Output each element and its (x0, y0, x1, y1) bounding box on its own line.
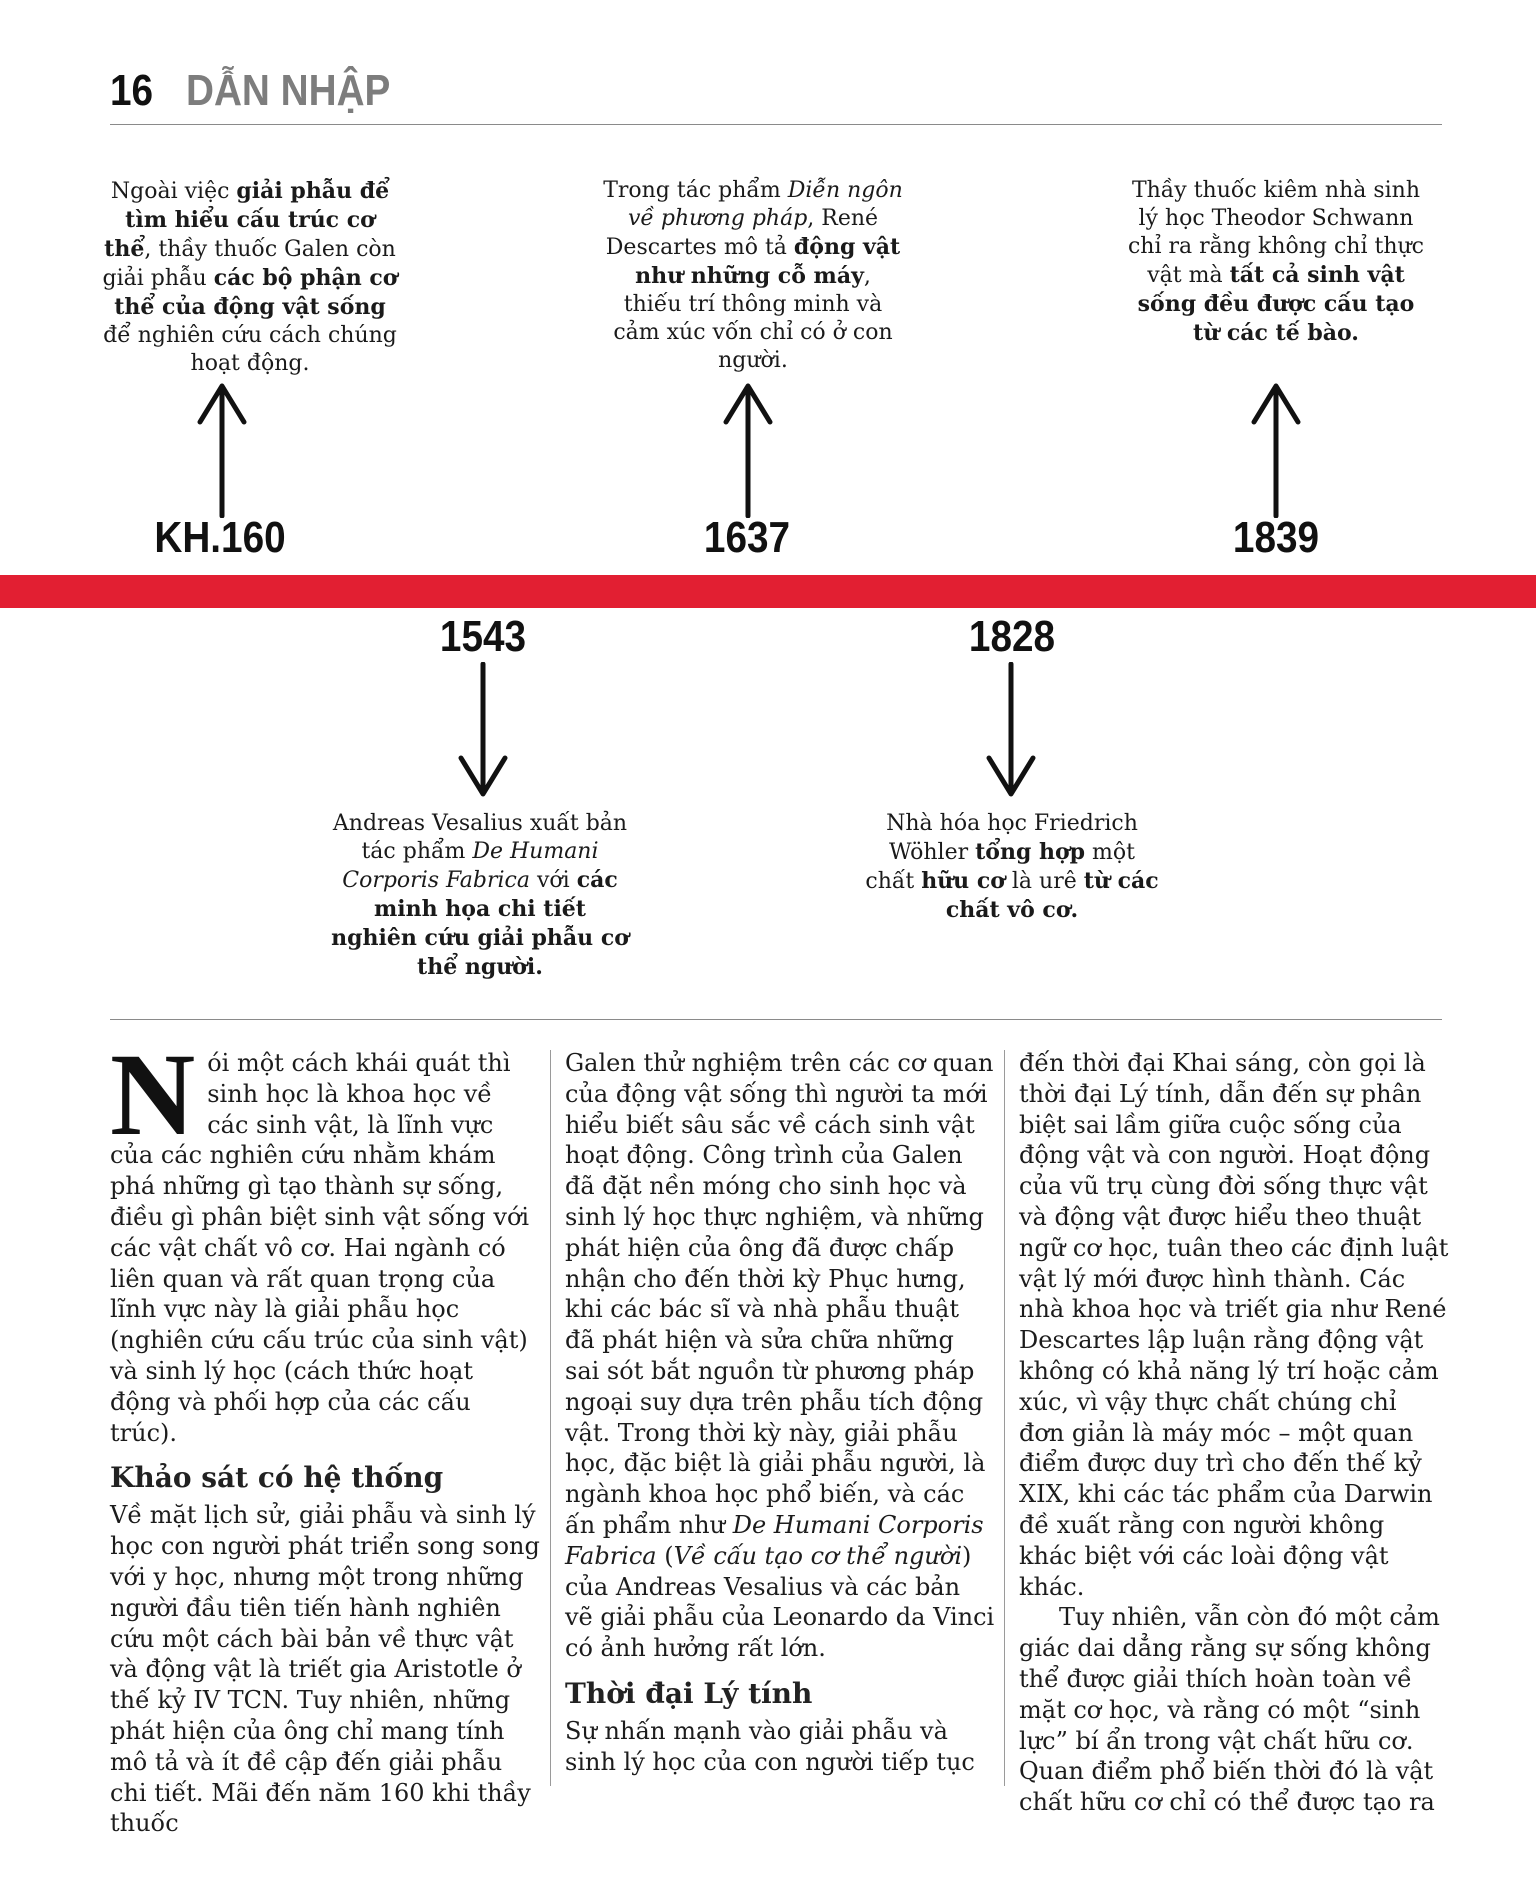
article-column-1 (110, 1029, 540, 1839)
intro-paragraph: ói một cách khái quát thì sinh học là khoa học về các sinh vật, là lĩnh vực của các nghiên cứu nhằm khám phá những gì tạo thành sự sống, điều gì phân biệt sinh vật sống với các vật chất vô cơ. Hai ngành có liên quan và rất quan trọng của lĩnh vực này là giải phẫu học (nghiên cứu cấu trúc của sinh vật) và sinh lý học (cách thức hoạt động và phối hợp của các cấu trúc). (110, 1049, 530, 1447)
article-column-3 (1019, 1048, 1449, 1818)
article-column-2 (565, 1048, 995, 1778)
arrow-down-icon (981, 662, 1041, 802)
body-paragraph: Galen thử nghiệm trên các cơ quan của động vật sống thì người ta mới hiểu biết sâu sắc về cách sinh vật hoạt động. Công trình của Galen đã đặt nền móng cho sinh học và sinh lý học thực nghiệm, và những phát hiện của ông đã được chấp nhận cho đến thời kỳ Phục hưng, khi các bác sĩ và nhà phẫu thuật đã phát hiện và sửa chữa những sai sót bắt nguồn từ phương pháp ngoại suy dựa trên phẫu tích động vật. Trong thời kỳ này, giải phẫu học, đặc biệt là giải phẫu người, là ngành khoa học phổ biến, và các ấn phẩm như De Humani Corporis Fabrica (Về cấu tạo cơ thể người) của Andreas Vesalius và các bản vẽ giải phẫu của Leonardo da Vinci có ảnh hưởng rất lớn. (565, 1049, 995, 1663)
section-heading: Khảo sát có hệ thống (110, 1461, 444, 1495)
body-paragraph: đến thời đại Khai sáng, còn gọi là thời đại Lý tính, dẫn đến sự phân biệt sai lầm giữa cuộc sống của động vật và con người. Hoạt động của vũ trụ cùng đời sống thực vật và động vật được hiểu theo thuật ngữ cơ học, tuân theo các định luật vật lý mới được hình thành. Các nhà khoa học và triết gia như René Descartes lập luận rằng động vật không có khả năng lý trí hoặc cảm xúc, vì vậy thực chất chúng chỉ đơn giản là máy móc – một quan điểm được duy trì cho đến thế kỷ XIX, khi các tác phẩm của Darwin đề xuất rằng con người không khác biệt với các loài động vật khác. (1019, 1049, 1449, 1601)
timeline-bottom-rule (110, 1019, 1442, 1020)
timeline-event-text-1637: Trong tác phẩm Diễn ngôn về phương pháp, René Descartes mô tả động vật như những cỗ máy, thiếu trí thông minh và cảm xúc vốn chỉ có ở con người. (603, 178, 903, 373)
section-title: DẪN NHẬP (186, 66, 391, 115)
header-rule (110, 124, 1442, 125)
arrow-up-icon (1246, 378, 1306, 518)
arrow-up-icon (718, 378, 778, 518)
timeline-event-text-160: Ngoài việc giải phẫu để tìm hiểu cấu trúc cơ thể, thầy thuốc Galen còn giải phẫu các bộ phận cơ thể của động vật sống để nghiên cứu cách chúng hoạt động. (102, 178, 398, 376)
body-paragraph: Về mặt lịch sử, giải phẫu và sinh lý học con người phát triển song song với y học, nhưng một trong những người đầu tiên tiến hành nghiên cứu một cách bài bản về thực vật và động vật là triết gia Aristotle ở thế kỷ IV TCN. Tuy nhiên, những phát hiện của ông chỉ mang tính mô tả và ít đề cập đến giải phẫu chi tiết. Mãi đến năm 160 khi thầy thuốc (110, 1501, 540, 1838)
timeline-year-1543: 1543 (439, 612, 527, 661)
arrow-up-icon (192, 378, 252, 518)
drop-cap: N (110, 1029, 196, 1160)
timeline-year-1828: 1828 (968, 612, 1056, 661)
timeline-year-160: KH.160 (154, 513, 286, 562)
page-number: 16 (110, 66, 154, 115)
timeline-year-1637: 1637 (703, 513, 791, 562)
body-paragraph: Sự nhấn mạnh vào giải phẫu và sinh lý học của con người tiếp tục (565, 1716, 975, 1776)
timeline-event-text-1839: Thầy thuốc kiêm nhà sinh lý học Theodor Schwann chỉ ra rằng không chỉ thực vật mà tất cả sinh vật sống đều được cấu tạo từ các tế bào. (1127, 178, 1425, 346)
section-heading: Thời đại Lý tính (565, 1676, 813, 1710)
body-paragraph: Tuy nhiên, vẫn còn đó một cảm giác dai dẳng rằng sự sống không thể được giải thích hoàn toàn về mặt cơ học, và rằng có một “sinh lực” bí ẩn trong vật chất hữu cơ. Quan điểm phổ biến thời đó là vật chất hữu cơ chỉ có thể được tạo ra (1019, 1603, 1440, 1817)
timeline-year-1839: 1839 (1232, 513, 1320, 562)
timeline-band (0, 575, 1536, 608)
timeline-event-text-1543: Andreas Vesalius xuất bản tác phẩm De Humani Corporis Fabrica với các minh họa chi tiết nghiên cứu giải phẫu cơ thể người. (331, 811, 629, 980)
column-divider (550, 1050, 551, 1786)
timeline-event-text-1828: Nhà hóa học Friedrich Wöhler tổng hợp một chất hữu cơ là urê từ các chất vô cơ. (865, 811, 1159, 923)
arrow-down-icon (453, 662, 513, 802)
column-divider (1004, 1050, 1005, 1786)
